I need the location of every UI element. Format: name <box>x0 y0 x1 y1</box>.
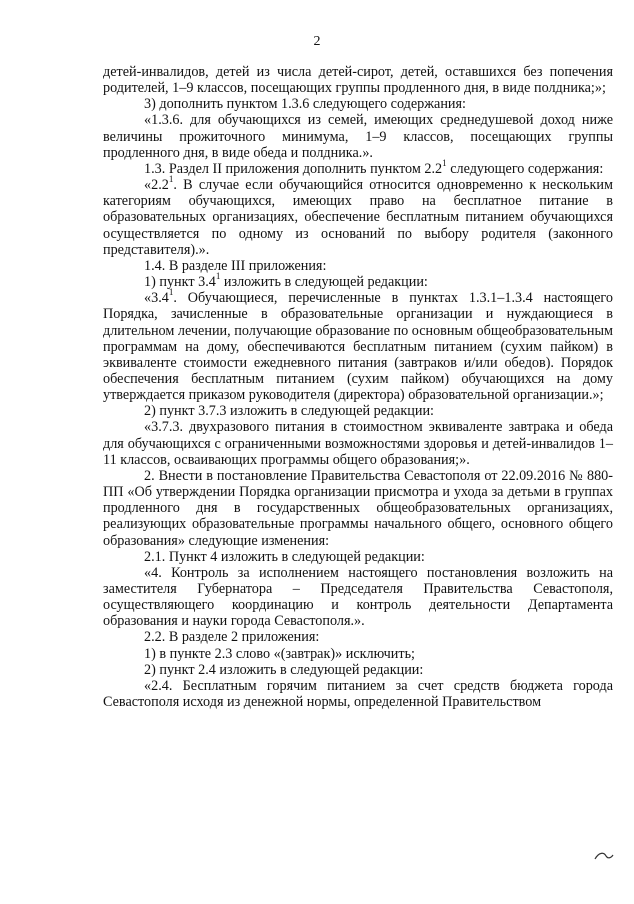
paragraph-text-continued: изложить в следующей редакции: <box>220 274 428 291</box>
paragraph-text: «3.7.3. двухразового питания в стоимостном эквиваленте завтрака и обеда для обучающихся с ограниченными возможностями здоровья и детей-инвалидов 1–11 классов, осваивающих программы общего образования;». <box>103 419 613 468</box>
document-body <box>103 64 613 710</box>
paragraph-text: 2.2. В разделе 2 приложения: <box>144 629 320 646</box>
paragraph-text: детей-инвалидов, детей из числа детей-сирот, детей, оставшихся без попечения родителей, 1–9 классов, посещающих группы продленного дня, в виде полдника;»; <box>103 64 613 97</box>
paragraph-text: 2) пункт 3.7.3 изложить в следующей редакции: <box>144 403 434 420</box>
paragraph-text: 1) в пункте 2.3 слово «(завтрак)» исключить; <box>144 645 415 662</box>
paragraph <box>103 96 613 112</box>
paragraph <box>103 629 613 645</box>
paragraph-text: «2.2 <box>144 177 169 194</box>
paragraph-text: 2) пункт 2.4 изложить в следующей редакции: <box>144 661 424 678</box>
paragraph-text: «3.4 <box>144 290 169 307</box>
paragraph-text: 1) пункт 3.4 <box>144 274 216 291</box>
paragraph-text: «4. Контроль за исполнением настоящего постановления возложить на заместителя Губернатора – Председателя Правительства Севастополя, осуществляющего координацию и контроль деятельности Департамента образования и науки города Севастополя.». <box>103 564 613 630</box>
paragraph <box>103 549 613 565</box>
paragraph <box>103 662 613 678</box>
paragraph-text: «1.3.6. для обучающихся из семей, имеющих среднедушевой доход ниже величины прожиточного минимума, 1–9 классов, посещающих группы продленного дня, в виде обеда и полдника.». <box>103 112 613 161</box>
superscript: 1 <box>215 271 221 282</box>
paragraph <box>103 565 613 630</box>
paragraph-text: 2. Внести в постановление Правительства Севастополя от 22.09.2016 № 880-ПП «Об утверждении Порядка организации присмотра и ухода за детьми в группах продленного дня в государственных общеобразовательных организациях, реализующих образовательные программы начального общего, основного общего образования» следующие изменения: <box>103 467 613 549</box>
paragraph <box>103 287 613 404</box>
paragraph-text-continued: . В случае если обучающийся относится одновременно к нескольким категориям обучающихся, имеющих право на бесплатное питание в образовательных организациях, обеспечение бесплатным питанием обучающихся осуществляется по одному из оснований по выбору родителя (законного представителя).». <box>103 177 613 258</box>
paragraph <box>103 403 613 419</box>
paragraph-text: 1.3. Раздел II приложения дополнить пунктом 2.2 <box>144 160 443 177</box>
paragraph <box>103 468 613 549</box>
paragraph <box>103 174 613 258</box>
paragraph <box>103 646 613 662</box>
paragraph <box>103 678 613 710</box>
paragraph-text: «2.4. Бесплатным горячим питанием за счет средств бюджета города Севастополя исходя из денежной нормы, определенной Правительством <box>103 677 613 711</box>
paragraph-text-continued: следующего содержания: <box>446 160 604 177</box>
paragraph-text: 3) дополнить пунктом 1.3.6 следующего содержания: <box>144 96 466 113</box>
handwritten-mark-icon <box>593 850 615 862</box>
paragraph <box>103 258 613 274</box>
paragraph <box>103 419 613 467</box>
paragraph <box>103 64 613 96</box>
paragraph <box>103 271 613 291</box>
paragraph <box>103 112 613 160</box>
superscript: 1 <box>442 158 447 169</box>
paragraph-text: 1.4. В разделе III приложения: <box>144 257 327 274</box>
page-number: 2 <box>313 34 321 49</box>
superscript: 1 <box>168 287 174 298</box>
superscript: 1 <box>168 174 174 185</box>
paragraph <box>103 158 613 177</box>
paragraph-text: 2.1. Пункт 4 изложить в следующей редакции: <box>144 548 425 565</box>
paragraph-text-continued: . Обучающиеся, перечисленные в пунктах 1.3.1–1.3.4 настоящего Порядка, зачисленные в образовательные организации и нуждающиеся в длительном лечении, получающие образование по основным общеобразовательным программам на дому, обеспечиваются бесплатным питанием (сухим пайком) в эквиваленте стоимости ежедневного питания (завтраков и/или обедов). Порядок обеспечения бесплатным питанием (сухим пайком) обучающихся на дому утверждается приказом руководителя (директора) образовательной организации.»; <box>103 290 613 404</box>
